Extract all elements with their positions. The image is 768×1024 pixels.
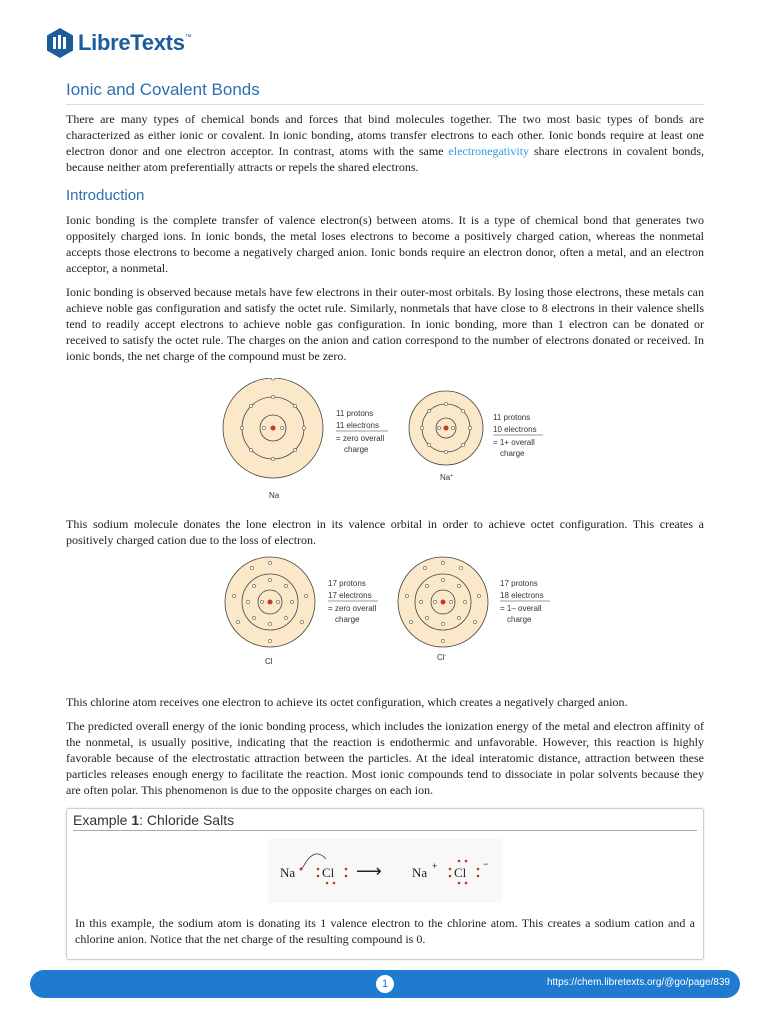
chlorine-atom-figure xyxy=(66,556,704,686)
chlorine-charge-line2: charge xyxy=(335,615,360,624)
sodium-charge-line2: charge xyxy=(344,445,369,454)
sodium-atom-diagram xyxy=(223,378,323,478)
paragraph-ionic-definition: Ionic bonding is the complete transfer of valence electron(s) between atoms. It is a type of chemical bond that generates two oppositely charged ions. In ionic bonds, the metal loses electrons to become a positively charged cation, whereas the nonmetal accepts those electrons to become a negatively charged anion. Ionic bonds require an electron donor, often a metal, and an electron acceptor, a nonmetal. xyxy=(66,213,704,275)
chlorine-electrons: 17 electrons xyxy=(328,591,372,600)
sodium-ion-electrons: 10 electrons xyxy=(493,425,537,434)
lewis-equation-figure xyxy=(268,839,502,903)
article-content xyxy=(66,76,704,960)
chloride-charge: − xyxy=(483,859,489,869)
libretexts-logo-icon xyxy=(46,27,74,59)
example-box xyxy=(66,808,704,960)
chlorine-atom-label: Cl xyxy=(265,657,273,666)
paragraph-octet-rule: Ionic bonding is observed because metals have few electrons in their outer-most orbitals. By losing those electrons, these metals can achieve noble gas configuration and satisfy the octet rule. Similarly, nonmetals that have close to 8 electrons in their valence shells tend to readily accept electrons to achieve noble gas configuration. In ionic bonding, more than 1 electron can be donated or received to satisfy the octet rule. The charges on the anion and cation correspond to the number of electrons donated or received. In ionic bonds, the net charge of the compound must be zero. xyxy=(66,285,704,363)
sodium-ion-label: Na+ xyxy=(440,473,454,482)
sodium-ion-charge: + xyxy=(432,861,438,871)
chlorine-protons: 17 protons xyxy=(328,579,366,588)
chlorine-charge-line1: = zero overall xyxy=(328,604,377,613)
chlorine-atom-diagram xyxy=(225,557,315,647)
page-number: 1 xyxy=(376,975,394,993)
page-footer xyxy=(30,970,740,998)
sodium-ion-protons: 11 protons xyxy=(493,413,531,422)
reaction-arrow: ⟶ xyxy=(356,861,382,881)
logo-text: LibreTexts™ xyxy=(78,30,192,55)
energy-paragraph: The predicted overall energy of the ionic bonding process, which includes the ionization energy of the metal and electron affinity of the nonmetal, is usually positive, indicating that the reaction is endothermic and unfavorable. However, this reaction is highly favorable because of the electrostatic attraction between the particles. At the ideal interatomic distance, attraction between these particles releases enough energy to facilitate the reaction. Most ionic compounds tend to dissociate in polar solvents because they are often polar. This phenomenon is due to the opposite charges on each ion. xyxy=(66,719,704,797)
example-body: In this example, the sodium atom is donating its 1 valence electron to the chlorine atom. This creates a sodium cation and a chlorine anion. Notice that the net charge of the resulting compound is 0. xyxy=(75,916,695,946)
sodium-atom-label: Na xyxy=(269,491,280,500)
sodium-ion-diagram xyxy=(409,391,483,465)
chloride-charge-line2: charge xyxy=(507,615,532,624)
electronegativity-link[interactable]: electronegativity xyxy=(448,144,530,158)
example-title: Example 1: Chloride Salts xyxy=(73,809,697,831)
intro-paragraph: There are many types of chemical bonds and forces that bind molecules together. The two most basic types of bonds are characterized as either ionic or covalent. In ionic bonding, atoms transfer electrons to each other. Ionic bonds require at least one electron donor and one electron acceptor. In contrast, atoms with the same electronegativity share electrons in covalent bonds, because neither atom preferentially attracts or repels the shared electrons. xyxy=(66,112,705,174)
chloride-protons: 17 protons xyxy=(500,579,538,588)
chlorine-caption: This chlorine atom receives one electron to achieve its octet configuration, which creates a negatively charged anion. xyxy=(66,695,628,709)
chloride-ion-label: Cl- xyxy=(437,653,447,662)
sodium-ion-symbol: Na xyxy=(412,865,428,880)
chloride-symbol: Cl xyxy=(454,865,467,880)
page-title: Ionic and Covalent Bonds xyxy=(66,80,704,105)
chloride-charge-line1: = 1– overall xyxy=(500,604,542,613)
section-heading-introduction: Introduction xyxy=(66,187,145,204)
libretexts-logo[interactable] xyxy=(46,27,191,59)
chloride-ion-diagram xyxy=(398,557,488,647)
chloride-electrons: 18 electrons xyxy=(500,591,544,600)
sodium-ion-charge-line2: charge xyxy=(500,449,525,458)
sodium-atom-figure xyxy=(66,378,704,508)
sodium-protons: 11 protons xyxy=(336,409,374,418)
page-url-link[interactable]: https://chem.libretexts.org/@go/page/839 xyxy=(546,977,730,988)
sodium-caption: This sodium molecule donates the lone electron in its valence orbital in order to achieve octet configuration. This creates a positively charged cation due to the loss of electron. xyxy=(66,517,704,547)
sodium-symbol: Na xyxy=(280,865,296,880)
sodium-ion-charge-line1: = 1+ overall xyxy=(493,438,535,447)
sodium-charge-line1: = zero overall xyxy=(336,434,385,443)
chlorine-symbol: Cl xyxy=(322,865,335,880)
sodium-electrons: 11 electrons xyxy=(336,421,379,430)
